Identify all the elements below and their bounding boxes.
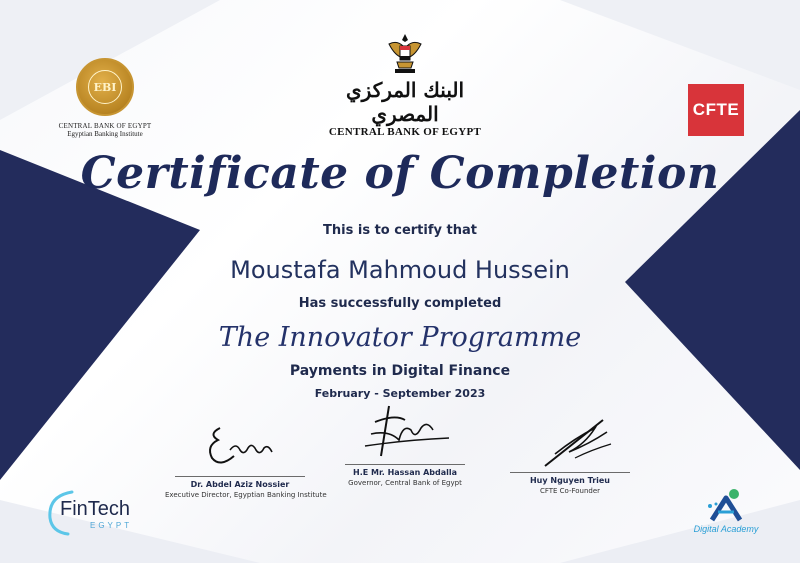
programme-name: The Innovator Programme xyxy=(218,322,582,353)
signature-1-icon xyxy=(190,420,290,474)
signatory-1-role: Executive Director, Egyptian Banking Institute xyxy=(165,491,327,499)
signatory-3-role: CFTE Co-Founder xyxy=(539,487,601,495)
signatory-2-name: H.E Mr. Hassan Abdalla xyxy=(353,468,457,477)
cbe-english-name: CENTRAL BANK OF EGYPT xyxy=(328,126,482,138)
cfte-logo: CFTE xyxy=(688,84,744,136)
signatory-3 xyxy=(505,414,635,495)
signatory-3-name: Huy Nguyen Trieu xyxy=(529,476,610,485)
digital-academy-icon xyxy=(704,486,748,524)
fintech-wordmark: FinTech xyxy=(60,498,131,520)
digital-academy-text: Digital Academy xyxy=(693,524,759,534)
signatory-1-name: Dr. Abdel Aziz Nossier xyxy=(190,480,290,489)
signatory-2-role: Governor, Central Bank of Egypt xyxy=(348,479,462,487)
cbe-logo xyxy=(320,30,490,138)
signatory-2 xyxy=(335,400,475,487)
signature-2-icon xyxy=(345,400,465,462)
signature-3-icon xyxy=(515,414,625,470)
programme-dates: February - September 2023 xyxy=(314,387,486,400)
course-name: Payments in Digital Finance xyxy=(289,363,511,379)
ebi-line2: Egyptian Banking Institute xyxy=(67,130,143,138)
eagle-emblem-icon xyxy=(385,30,425,76)
certify-intro: This is to certify that xyxy=(323,223,477,238)
ebi-logo xyxy=(50,58,160,138)
ebi-seal-icon: EBI xyxy=(76,58,134,116)
ebi-line1: CENTRAL BANK OF EGYPT xyxy=(58,122,152,130)
fintech-subtitle: EGYPT xyxy=(90,521,133,530)
cbe-arabic-name: البنك المركزي المصري xyxy=(346,78,464,126)
digital-academy-logo xyxy=(686,486,766,542)
completed-text: Has successfully completed xyxy=(298,296,502,311)
fintech-egypt-logo xyxy=(42,488,142,538)
signatory-1 xyxy=(165,420,327,499)
certificate-title: Certificate of Completion xyxy=(80,148,720,199)
recipient-name: Moustafa Mahmoud Hussein xyxy=(230,256,570,284)
